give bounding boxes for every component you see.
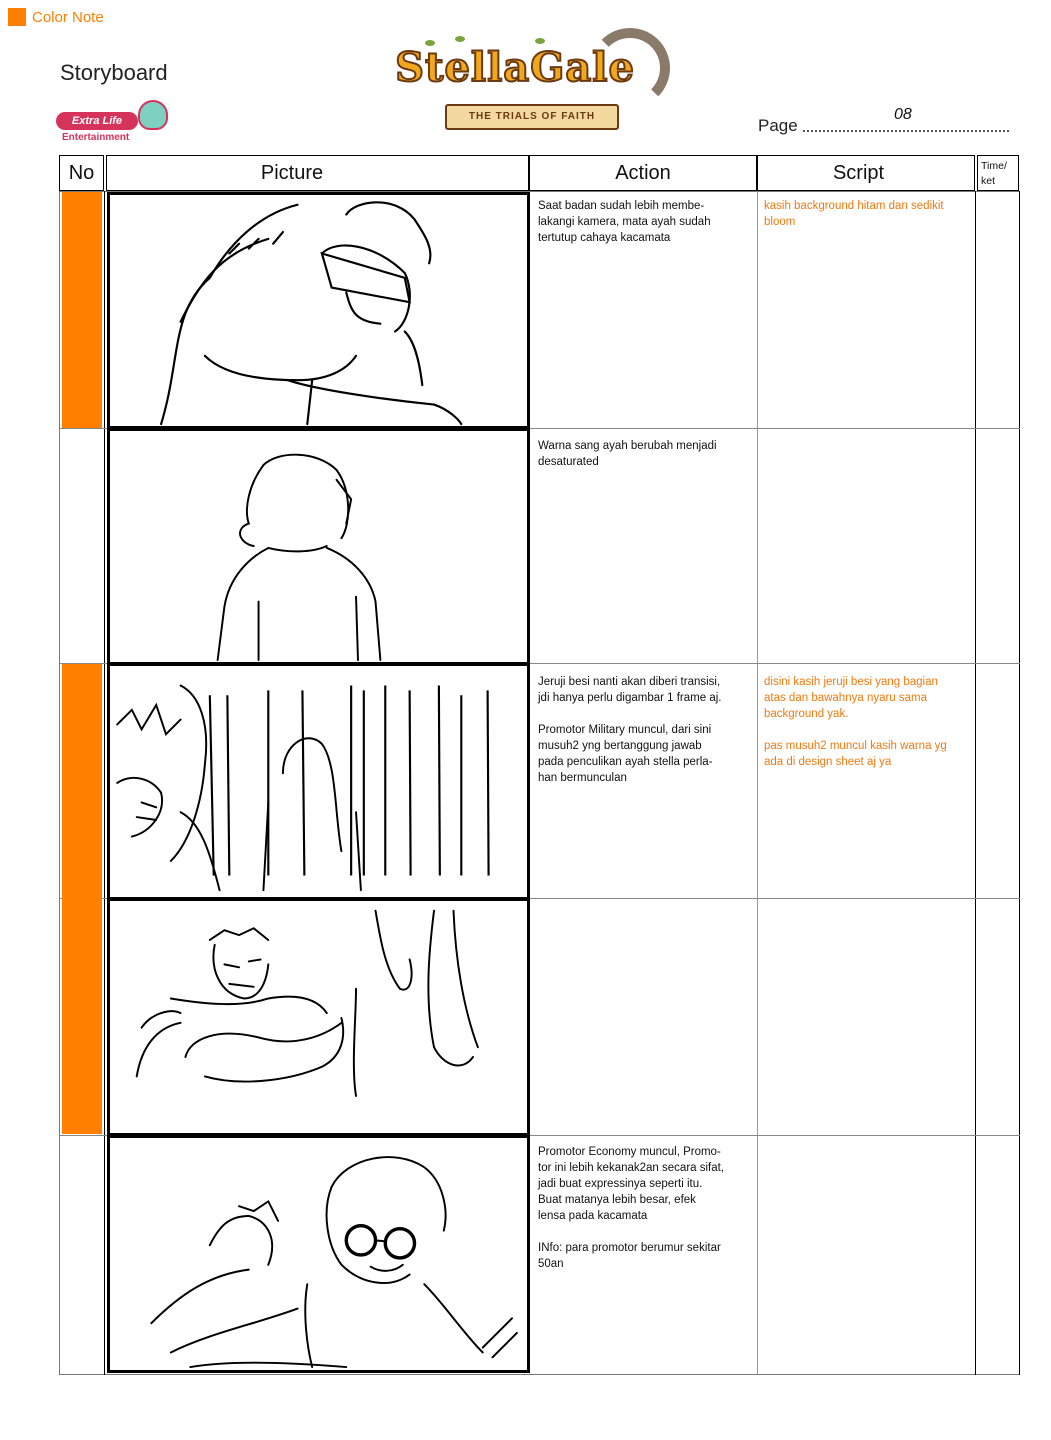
action-text-5: Promotor Economy muncul, Promo- tor ini lebih kekanak2an secara sifat, jadi buat expressinya seperti itu. Buat matanya lebih besar, efek lensa pada kacamata INfo: para promotor berumur sekitar 50an: [538, 1146, 725, 1270]
sketch-jail-bars: [110, 666, 527, 897]
column-header-picture: Picture: [260, 162, 324, 184]
game-logo-title: StellaGale: [395, 44, 635, 91]
row-highlight: [62, 192, 102, 428]
leaf-icon: [455, 36, 465, 42]
action-text-1: Saat badan sudah lebih membe- lakangi kamera, mata ayah sudah tertutup cahaya kacamata: [538, 200, 711, 244]
column-header-time: Time/ ket: [981, 160, 1007, 187]
picture-frame-2: [107, 428, 530, 665]
action-text-2: Warna sang ayah berubah menjadi desaturated: [538, 440, 717, 468]
picture-frame-5: [107, 1135, 530, 1373]
page-number: 08: [894, 106, 912, 123]
picture-frame-1: [107, 192, 530, 429]
divider: [757, 191, 758, 1375]
divider: [104, 191, 105, 1375]
picture-frame-4: [107, 898, 530, 1136]
script-text-1: kasih background hitam dan sedikit bloom: [764, 200, 944, 228]
column-header-no: No: [68, 162, 95, 184]
sketch-promotor-economy: [110, 1138, 527, 1370]
action-text-3: Jeruji besi nanti akan diberi transisi, jdi hanya perlu digambar 1 frame aj. Promotor Military muncul, dari sini musuh2 yng bertanggung jawab pada penculikan ayah stella perla- han bermunculan: [538, 676, 722, 784]
company-logo-name: Extra Life: [56, 112, 138, 130]
column-header-action: Action: [615, 162, 671, 184]
page-number-line: [803, 130, 1009, 132]
sketch-father-desaturated: [110, 431, 527, 662]
divider: [1019, 191, 1020, 1375]
heart-icon: [138, 100, 168, 130]
game-logo: [385, 36, 675, 136]
picture-frame-3: [107, 663, 530, 900]
column-header-script: Script: [832, 162, 885, 184]
color-note-label: Color Note: [32, 8, 104, 26]
company-logo: [56, 96, 176, 146]
sketch-promotor-military: [110, 901, 527, 1133]
script-text-3: disini kasih jeruji besi yang bagian atas dan bawahnya nyaru sama background yak. pas musuh2 muncul kasih warna yg ada di design sheet aj ya: [764, 676, 947, 768]
page-label: Page: [758, 116, 798, 135]
row-highlight: [62, 664, 102, 1134]
sketch-father-back-glasses: [110, 195, 527, 426]
storyboard-title: Storyboard: [60, 60, 168, 85]
color-note: [8, 8, 104, 26]
company-logo-sub: Entertainment: [62, 132, 130, 143]
divider: [975, 191, 976, 1375]
game-logo-subtitle: THE TRIALS OF FAITH: [445, 104, 619, 130]
color-note-swatch: [8, 8, 26, 26]
